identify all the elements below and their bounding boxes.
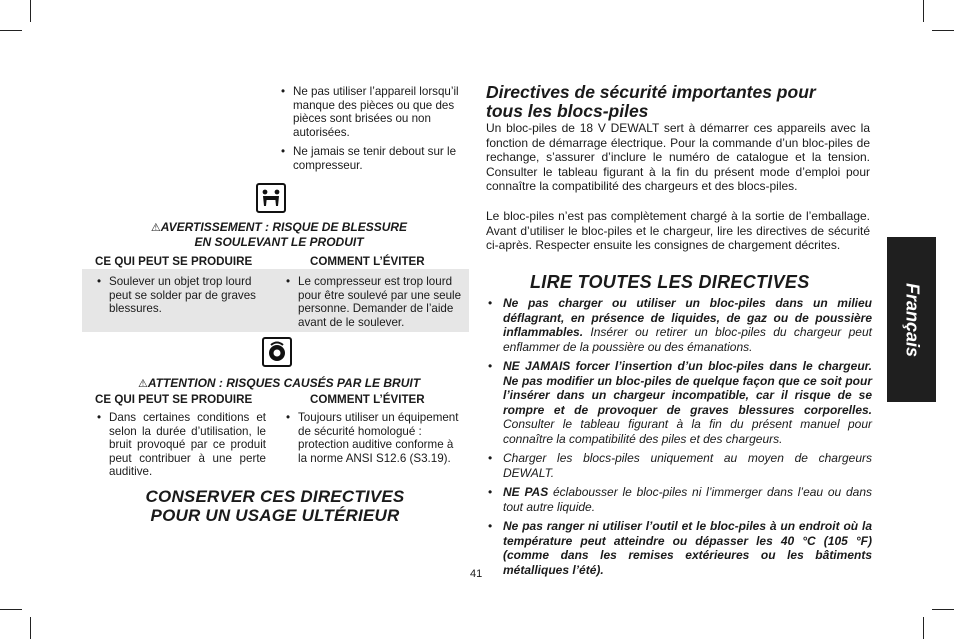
col-header-how: COMMENT L’ÉVITER bbox=[310, 255, 425, 268]
list-item bbox=[486, 296, 872, 354]
bold-text: Ne pas charger ou utiliser un bloc-piles dans un milieu déflagrant, en présence de liquides, de gaz ou de poussière inflammables. bbox=[503, 296, 872, 339]
noise-warning-title: ⚠ATTENTION : RISQUES CAUSÉS PAR LE BRUIT bbox=[137, 376, 421, 390]
crop-mark bbox=[932, 609, 954, 610]
list-item: • Ne jamais se tenir debout sur le compresseur. bbox=[280, 145, 465, 172]
bold-text: Ne pas ranger ni utiliser l’outil et le bloc-piles à un endroit où la température peut atteindre ou dépasser les 40 °C (105 °F) (comme dans les remises extérieures ou les bâtiments métalliques l’été). bbox=[503, 519, 872, 577]
noise-what-cell bbox=[96, 411, 266, 485]
charge-paragraph: Le bloc-piles n’est pas complètement chargé à la sortie de l’emballage. Avant d’utiliser le bloc-piles et le chargeur, lire les directives de sécurité ci-après. Respecter ensuite les consignes de chargement décrites. bbox=[486, 209, 870, 252]
list-item bbox=[486, 359, 872, 446]
list-item: • Soulever un objet trop lourd peut se solder par de graves blessures. bbox=[96, 275, 266, 316]
section-heading: Directives de sécurité importantes pour tous les blocs-piles bbox=[486, 82, 816, 121]
intro-paragraph: Un bloc-piles de 18 V DEWALT sert à démarrer ces appareils avec la fonction de démarrage électrique. Pour la commande d’un bloc-piles de rechange, s’assurer d’inclure le numéro de catalogue et la tension. Consulter le tableau figurant à la fin du présent mode d’emploi pour connaître la compatibilité des chargeurs et des blocs-piles. bbox=[486, 121, 870, 193]
list-item bbox=[486, 485, 872, 514]
battery-safety-list bbox=[486, 296, 872, 582]
bold-text: NE JAMAIS forcer l’insertion d’un bloc-piles dans le chargeur. Ne pas modifier un bloc-piles de quelque façon que ce soit pour l’insérer dans un chargeur incompatible, car il risque de se rompre et de provoquer de graves blessures corporelles. bbox=[503, 359, 872, 417]
crop-mark bbox=[30, 0, 31, 22]
list-item bbox=[486, 451, 872, 480]
crop-mark bbox=[923, 0, 924, 22]
lift-how-cell bbox=[285, 275, 463, 335]
crop-mark bbox=[932, 30, 954, 31]
language-tab bbox=[887, 237, 936, 402]
crop-mark bbox=[923, 617, 924, 639]
list-item bbox=[486, 519, 872, 577]
lift-warning-title: ⚠AVERTISSEMENT : RISQUE DE BLESSURE EN SOULEVANT LE PRODUIT bbox=[150, 220, 408, 249]
list-item: • Dans certaines conditions et selon la durée d’utilisation, le bruit provoqué par ce produit peut contribuer à une perte auditive. bbox=[96, 411, 266, 479]
read-all-heading: LIRE TOUTES LES DIRECTIVES bbox=[530, 272, 810, 292]
hearing-protection-icon bbox=[262, 337, 292, 367]
language-tab-label: Français bbox=[902, 282, 922, 357]
crop-mark bbox=[0, 30, 22, 31]
lift-what-cell bbox=[96, 275, 266, 322]
list-item: • Le compresseur est trop lourd pour être soulevé par une seule personne. Demander de l’aide avant de le soulever. bbox=[285, 275, 463, 329]
crop-mark bbox=[30, 617, 31, 639]
warning-triangle-icon: ⚠ bbox=[137, 378, 148, 390]
lifting-hazard-icon bbox=[256, 183, 286, 213]
noise-how-cell bbox=[285, 411, 465, 471]
crop-mark bbox=[0, 609, 22, 610]
item-text: éclabousser le bloc-piles ni l’immerger dans l’eau ou dans tout autre liquide. bbox=[503, 485, 872, 514]
list-item: • Ne pas utiliser l’appareil lorsqu’il manque des pièces ou que des pièces sont brisées ou non autorisées. bbox=[280, 85, 465, 139]
item-text: Consulter le tableau figurant à la fin du présent manuel pour connaître la compatibilité des piles et des chargeurs. bbox=[503, 417, 872, 446]
col-header-what: CE QUI PEUT SE PRODUIRE bbox=[95, 255, 253, 268]
keep-instructions-title: CONSERVER CES DIRECTIVES POUR UN USAGE ULTÉRIEUR bbox=[145, 487, 405, 525]
top-bullets bbox=[280, 85, 465, 179]
warning-triangle-icon: ⚠ bbox=[150, 222, 161, 234]
col-header-how: COMMENT L’ÉVITER bbox=[310, 393, 425, 406]
item-text: Charger les blocs-piles uniquement au moyen de chargeurs DEWALT. bbox=[503, 451, 872, 480]
bold-text: NE PAS bbox=[503, 485, 549, 499]
list-item: • Toujours utiliser un équipement de sécurité homologué : protection auditive conforme à la norme ANSI S12.6 (S3.19). bbox=[285, 411, 465, 465]
page-number: 41 bbox=[470, 568, 483, 580]
item-text: Insérer ou retirer un bloc-piles du chargeur peut enflammer de la poussière ou des émanations. bbox=[503, 325, 872, 354]
col-header-what: CE QUI PEUT SE PRODUIRE bbox=[95, 393, 253, 406]
